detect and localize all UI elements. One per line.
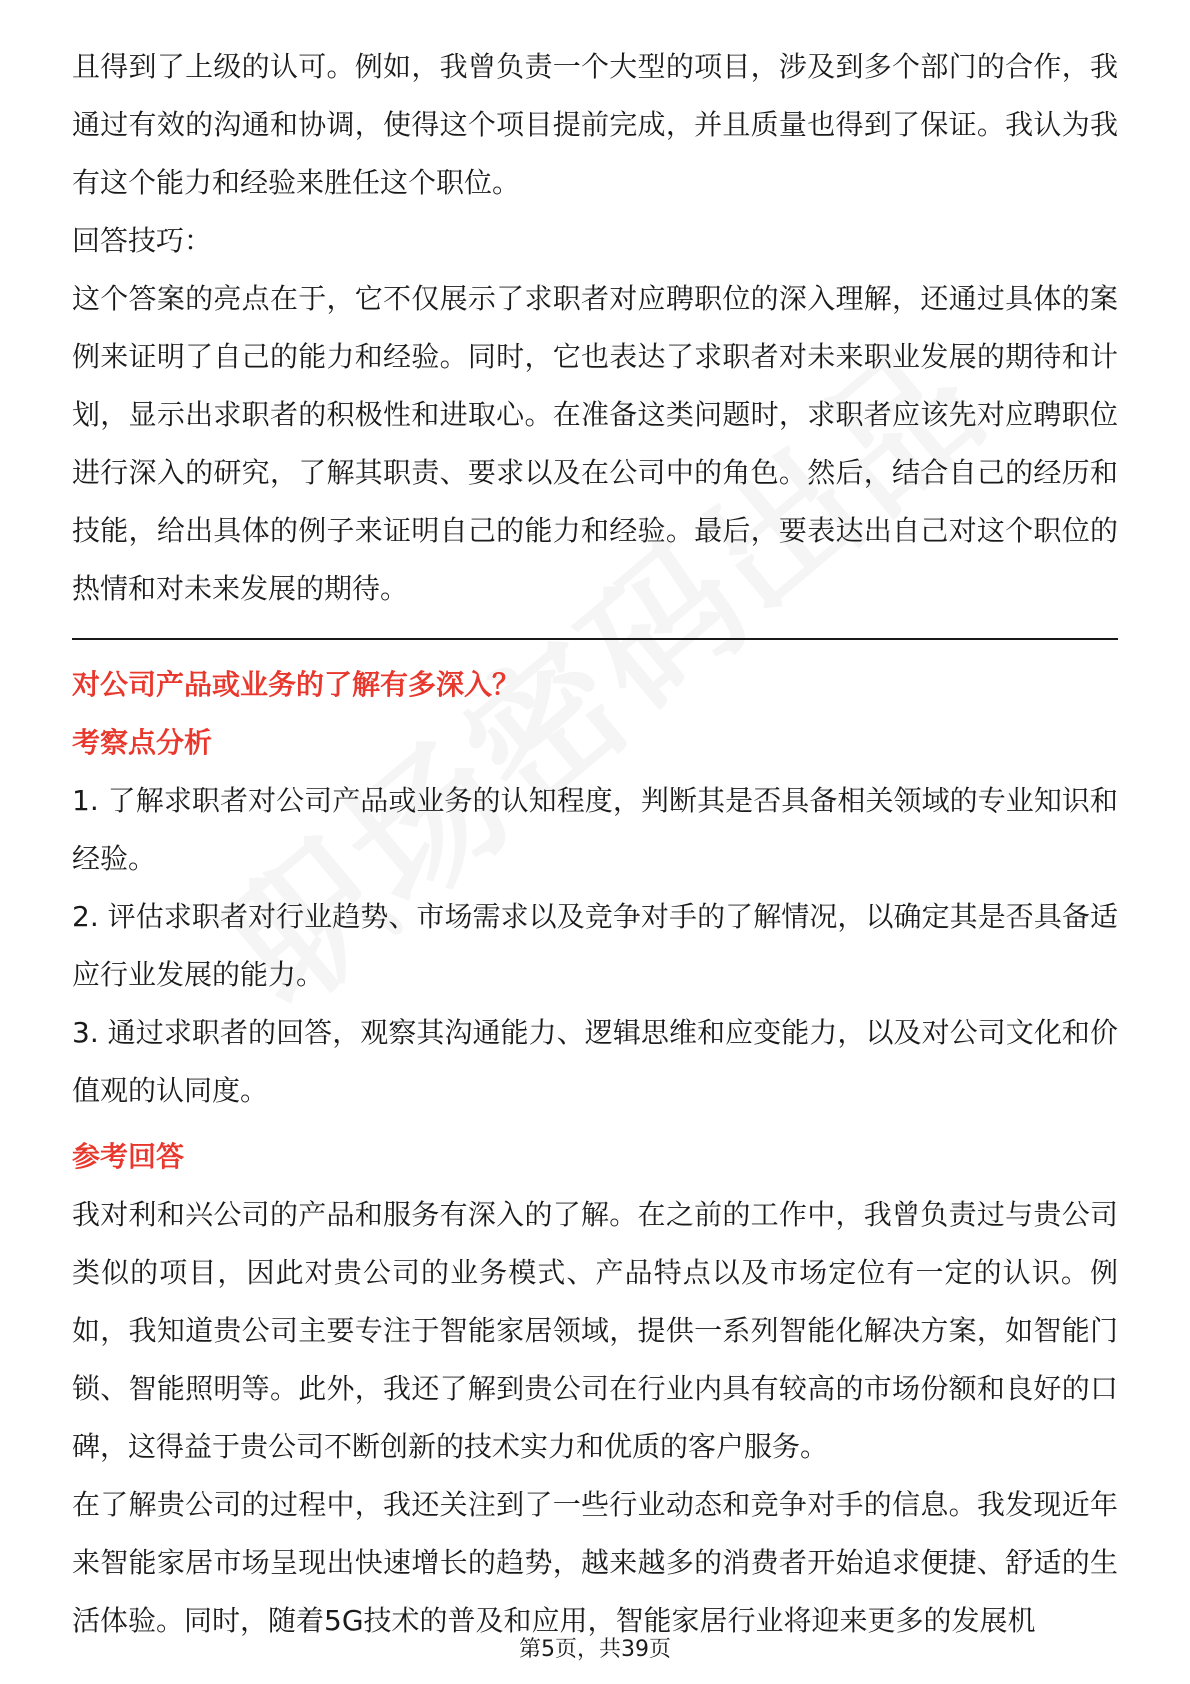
answer-tips-paragraph: 这个答案的亮点在于，它不仅展示了求职者对应聘职位的深入理解，还通过具体的案例来证明了自己的能力和经验。同时，它也表达了求职者对未来职业发展的期待和计划，显示出求职者的积极性和进取心。在准备这类问题时，求职者应该先对应聘职位进行深入的研究，了解其职责、要求以及在公司中的角色。然后，结合自己的经历和技能，给出具体的例子来证明自己的能力和经验。最后，要表达出自己对这个职位的热情和对未来发展的期待。	[72, 282, 1118, 605]
question-title: 对公司产品或业务的了解有多深入？	[72, 668, 521, 701]
page-content	[72, 38, 1118, 1650]
reference-heading: 参考回答	[72, 1140, 185, 1173]
reference-paragraph: 在了解贵公司的过程中，我还关注到了一些行业动态和竞争对手的信息。我发现近年来智能家居市场呈现出快速增长的趋势，越来越多的消费者开始追求便捷、舒适的生活体验。同时，随着5G技术的普及和应用，智能家居行业将迎来更多的发展机	[72, 1488, 1118, 1637]
analysis-point: 2. 评估求职者对行业趋势、市场需求以及竞争对手的了解情况，以确定其是否具备适应行业发展的能力。	[72, 900, 1118, 991]
answer-tips-label: 回答技巧：	[72, 224, 213, 257]
analysis-heading: 考察点分析	[72, 726, 213, 759]
analysis-point: 1. 了解求职者对公司产品或业务的认知程度，判断其是否具备相关领域的专业知识和经验。	[72, 784, 1118, 875]
spacer	[72, 1120, 1118, 1128]
analysis-point: 3. 通过求职者的回答，观察其沟通能力、逻辑思维和应变能力，以及对公司文化和价值观的认同度。	[72, 1016, 1118, 1107]
page-footer: 第5页，共39页	[519, 1637, 671, 1662]
intro-paragraph: 且得到了上级的认可。例如，我曾负责一个大型的项目，涉及到多个部门的合作，我通过有效的沟通和协调，使得这个项目提前完成，并且质量也得到了保证。我认为我有这个能力和经验来胜任这个职位。	[72, 50, 1118, 199]
section-divider	[72, 638, 1118, 640]
reference-paragraph: 我对利和兴公司的产品和服务有深入的了解。在之前的工作中，我曾负责过与贵公司类似的项目，因此对贵公司的业务模式、产品特点以及市场定位有一定的认识。例如，我知道贵公司主要专注于智能家居领域，提供一系列智能化解决方案，如智能门锁、智能照明等。此外，我还了解到贵公司在行业内具有较高的市场份额和良好的口碑，这得益于贵公司不断创新的技术实力和优质的客户服务。	[72, 1198, 1118, 1463]
